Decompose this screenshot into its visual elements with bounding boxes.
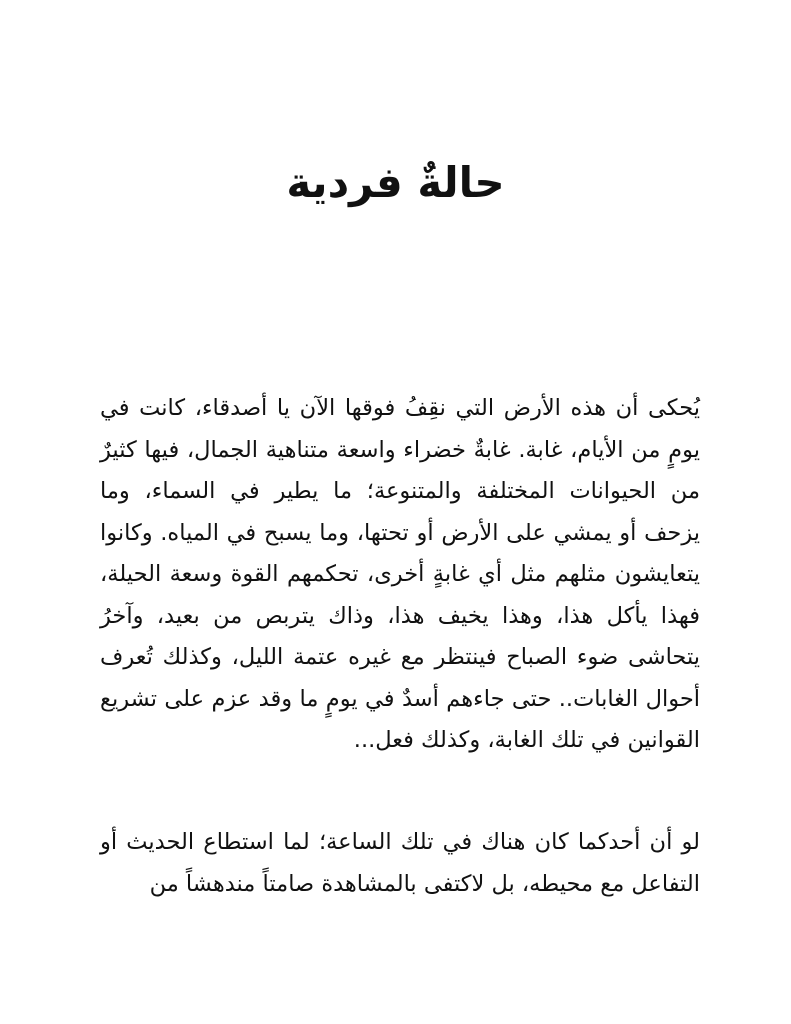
paragraph-1: يُحكى أن هذه الأرض التي نقِفُ فوقها الآن يا أصدقاء، كانت في يومٍ من الأيام، غابة. غابةٌ خضراء واسعة متناهية الجمال، فيها كثيرٌ من الحيوانات المختلفة والمتنوعة؛ ما يطير في السماء، وما يزحف أو يمشي على الأرض أو تحتها، وما يسبح في المياه. وكانوا يتعايشون مثلهم مثل أي غابةٍ أخرى، تحكمهم القوة وسعة الحيلة، فهذا يأكل هذا، وهذا يخيف هذا، وذاك يتربص من بعيد، وآخرُ يتحاشى ضوء الصباح فينتظر مع غيره عتمة الليل، وكذلك تُعرف أحوال الغابات.. حتى جاءهم أسدٌ في يومٍ ما وقد عزم على تشريع القوانين في تلك الغابة، وكذلك فعل... (100, 395, 700, 753)
paragraph-2: لو أن أحدكما كان هناك في تلك الساعة؛ لما استطاع الحديث أو التفاعل مع محيطه، بل لاكتفى بالمشاهدة صامتاً مندهشاً من (100, 829, 700, 897)
page-title: حالةٌ فردية (286, 158, 505, 207)
